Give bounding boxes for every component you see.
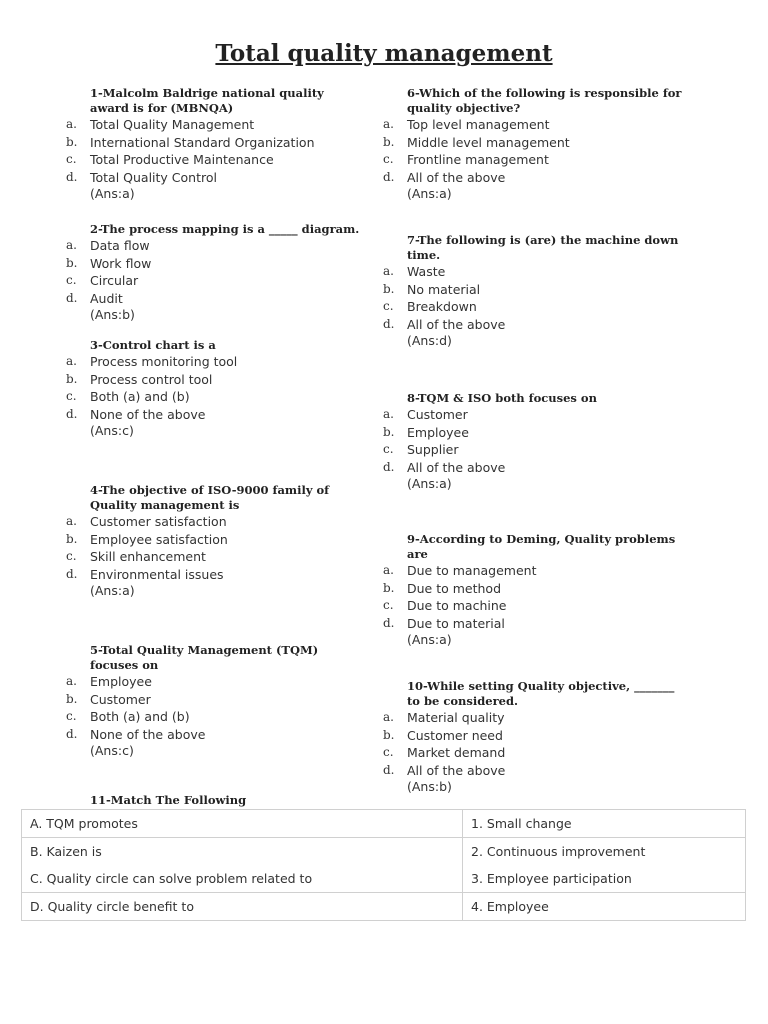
option-letter: b. bbox=[383, 134, 395, 149]
option-text: Supplier bbox=[407, 442, 459, 457]
option-item bbox=[383, 134, 683, 152]
table-row bbox=[22, 838, 746, 866]
option-text: Environmental issues bbox=[90, 566, 224, 582]
option-item bbox=[66, 151, 366, 169]
option-letter: c. bbox=[383, 152, 394, 166]
option-item bbox=[66, 272, 366, 290]
question-text: 3-Control chart is a bbox=[90, 338, 216, 352]
option-item bbox=[66, 134, 366, 152]
option-letter: d. bbox=[383, 615, 395, 630]
answer-text: (Ans:c) bbox=[90, 743, 134, 758]
option-text: All of the above bbox=[407, 169, 506, 185]
option-letter: d. bbox=[66, 566, 78, 581]
answer-text: (Ans:a) bbox=[407, 186, 452, 201]
option-item bbox=[383, 316, 683, 334]
option-letter: d. bbox=[383, 169, 395, 184]
option-item bbox=[383, 727, 683, 745]
option-letter: b. bbox=[66, 531, 78, 546]
option-letter: c. bbox=[383, 442, 394, 456]
option-item bbox=[383, 580, 683, 598]
option-letter: d. bbox=[66, 169, 78, 184]
option-text: Work flow bbox=[90, 255, 152, 271]
match-right-cell: 1. Small change bbox=[463, 810, 746, 838]
option-text: Skill enhancement bbox=[90, 549, 206, 564]
option-item bbox=[66, 513, 366, 531]
option-letter: b. bbox=[66, 691, 78, 706]
question-block bbox=[383, 532, 683, 648]
question-block bbox=[66, 643, 366, 759]
option-item bbox=[66, 406, 366, 424]
option-letter: a. bbox=[66, 514, 77, 528]
option-text: Material quality bbox=[407, 710, 505, 725]
option-item bbox=[66, 169, 366, 187]
option-item bbox=[66, 237, 366, 255]
option-letter: c. bbox=[66, 273, 77, 287]
option-text: Due to management bbox=[407, 563, 537, 578]
option-text: Data flow bbox=[90, 238, 150, 253]
option-letter: c. bbox=[383, 745, 394, 759]
option-text: All of the above bbox=[407, 316, 506, 332]
question-text: 1-Malcolm Baldrige national quality award is for (MBNQA) bbox=[90, 86, 324, 115]
left-question-column bbox=[66, 86, 366, 759]
option-item bbox=[383, 744, 683, 762]
option-item bbox=[66, 548, 366, 566]
answer-text: (Ans:a) bbox=[407, 476, 452, 491]
question-text: 5-Total Quality Management (TQM) focuses on bbox=[90, 643, 319, 672]
option-letter: c. bbox=[383, 299, 394, 313]
option-item bbox=[383, 281, 683, 299]
option-item bbox=[66, 566, 366, 584]
option-text: All of the above bbox=[407, 459, 506, 475]
option-text: None of the above bbox=[90, 406, 206, 422]
option-item bbox=[66, 116, 366, 134]
option-text: Process monitoring tool bbox=[90, 354, 238, 369]
option-item bbox=[383, 169, 683, 187]
option-letter: c. bbox=[66, 389, 77, 403]
question-block bbox=[383, 679, 683, 795]
option-letter: a. bbox=[66, 117, 77, 131]
answer-text: (Ans:a) bbox=[90, 583, 135, 598]
option-text: Audit bbox=[90, 290, 123, 306]
option-letter: a. bbox=[383, 563, 394, 577]
option-text: International Standard Organization bbox=[90, 134, 315, 150]
option-text: Due to material bbox=[407, 615, 505, 631]
option-letter: c. bbox=[66, 152, 77, 166]
option-letter: b. bbox=[66, 371, 78, 386]
option-item bbox=[383, 615, 683, 633]
option-text: Both (a) and (b) bbox=[90, 709, 190, 724]
option-text: Employee bbox=[407, 424, 469, 440]
option-item bbox=[66, 726, 366, 744]
option-letter: d. bbox=[383, 316, 395, 331]
right-question-column bbox=[383, 86, 683, 795]
option-letter: d. bbox=[383, 459, 395, 474]
question-block bbox=[66, 483, 366, 599]
option-text: Customer satisfaction bbox=[90, 514, 227, 529]
option-item bbox=[383, 562, 683, 580]
option-item bbox=[383, 597, 683, 615]
option-letter: a. bbox=[383, 710, 394, 724]
option-text: Employee bbox=[90, 674, 152, 689]
match-right-cell: 3. Employee participation bbox=[463, 865, 746, 893]
option-letter: d. bbox=[383, 762, 395, 777]
option-item bbox=[66, 708, 366, 726]
option-text: Employee satisfaction bbox=[90, 531, 228, 547]
table-row bbox=[22, 810, 746, 838]
option-item bbox=[66, 353, 366, 371]
answer-text: (Ans:d) bbox=[407, 333, 452, 348]
option-text: Market demand bbox=[407, 745, 506, 760]
option-item bbox=[66, 290, 366, 308]
option-letter: a. bbox=[383, 264, 394, 278]
question-text: 2-The process mapping is a _____ diagram. bbox=[90, 222, 360, 236]
option-text: Total Productive Maintenance bbox=[90, 152, 274, 167]
option-text: Customer bbox=[90, 691, 151, 707]
question-block bbox=[383, 86, 683, 202]
option-letter: b. bbox=[383, 580, 395, 595]
answer-text: (Ans:a) bbox=[90, 186, 135, 201]
question-block bbox=[66, 86, 366, 202]
option-text: Frontline management bbox=[407, 152, 549, 167]
option-item bbox=[66, 255, 366, 273]
question-block bbox=[66, 338, 366, 439]
question-block bbox=[383, 233, 683, 349]
option-text: All of the above bbox=[407, 762, 506, 778]
option-item bbox=[383, 298, 683, 316]
question-text: 4-The objective of ISO-9000 family of Quality management is bbox=[90, 483, 330, 512]
option-text: Waste bbox=[407, 264, 446, 279]
option-item bbox=[66, 388, 366, 406]
option-letter: b. bbox=[66, 255, 78, 270]
option-text: Both (a) and (b) bbox=[90, 389, 190, 404]
match-left-cell: A. TQM promotes bbox=[22, 810, 463, 838]
question-text: 8-TQM & ISO both focuses on bbox=[407, 391, 597, 405]
option-letter: a. bbox=[66, 674, 77, 688]
option-letter: a. bbox=[66, 238, 77, 252]
option-letter: a. bbox=[66, 354, 77, 368]
answer-text: (Ans:c) bbox=[90, 423, 134, 438]
option-text: None of the above bbox=[90, 726, 206, 742]
option-item bbox=[383, 424, 683, 442]
question-text: 10-While setting Quality objective, _______ to be considered. bbox=[407, 679, 675, 708]
option-letter: a. bbox=[383, 117, 394, 131]
question-block bbox=[383, 391, 683, 492]
option-letter: c. bbox=[66, 549, 77, 563]
answer-text: (Ans:b) bbox=[407, 779, 452, 794]
option-item bbox=[383, 441, 683, 459]
table-row bbox=[22, 893, 746, 921]
option-letter: b. bbox=[383, 424, 395, 439]
option-text: Due to method bbox=[407, 580, 502, 596]
match-left-cell: D. Quality circle benefit to bbox=[22, 893, 463, 921]
option-item bbox=[383, 406, 683, 424]
option-item bbox=[66, 691, 366, 709]
answer-text: (Ans:a) bbox=[407, 632, 452, 647]
option-item bbox=[66, 531, 366, 549]
match-table bbox=[21, 809, 746, 921]
answer-text: (Ans:b) bbox=[90, 307, 135, 322]
option-letter: b. bbox=[383, 727, 395, 742]
option-text: No material bbox=[407, 281, 481, 297]
option-text: Total Quality Management bbox=[90, 117, 255, 132]
match-left-cell: B. Kaizen is bbox=[22, 838, 463, 866]
question-text: 7-The following is (are) the machine down time. bbox=[407, 233, 679, 262]
option-letter: c. bbox=[383, 598, 394, 612]
option-letter: d. bbox=[66, 406, 78, 421]
option-item bbox=[383, 459, 683, 477]
option-letter: b. bbox=[66, 134, 78, 149]
option-text: Customer bbox=[407, 407, 468, 422]
option-item bbox=[383, 116, 683, 134]
option-text: Circular bbox=[90, 273, 139, 288]
question-block bbox=[66, 222, 366, 323]
option-text: Process control tool bbox=[90, 371, 213, 387]
option-item bbox=[383, 762, 683, 780]
option-letter: d. bbox=[66, 726, 78, 741]
option-text: Middle level management bbox=[407, 134, 570, 150]
option-text: Customer need bbox=[407, 727, 503, 743]
option-letter: c. bbox=[66, 709, 77, 723]
option-item bbox=[66, 371, 366, 389]
option-text: Total Quality Control bbox=[90, 169, 217, 185]
match-right-cell: 2. Continuous improvement bbox=[463, 838, 746, 866]
option-item bbox=[383, 709, 683, 727]
option-item bbox=[66, 673, 366, 691]
match-left-cell: C. Quality circle can solve problem related to bbox=[22, 865, 463, 893]
match-section-title: 11-Match The Following bbox=[90, 793, 247, 807]
question-text: 9-According to Deming, Quality problems are bbox=[407, 532, 676, 561]
option-letter: a. bbox=[383, 407, 394, 421]
option-text: Top level management bbox=[407, 117, 550, 132]
option-text: Breakdown bbox=[407, 299, 477, 314]
option-item bbox=[383, 263, 683, 281]
option-item bbox=[383, 151, 683, 169]
table-row bbox=[22, 865, 746, 893]
option-letter: d. bbox=[66, 290, 78, 305]
match-right-cell: 4. Employee bbox=[463, 893, 746, 921]
question-text: 6-Which of the following is responsible for quality objective? bbox=[407, 86, 682, 115]
page-title: Total quality management bbox=[215, 40, 553, 67]
option-text: Due to machine bbox=[407, 598, 507, 613]
option-letter: b. bbox=[383, 281, 395, 296]
